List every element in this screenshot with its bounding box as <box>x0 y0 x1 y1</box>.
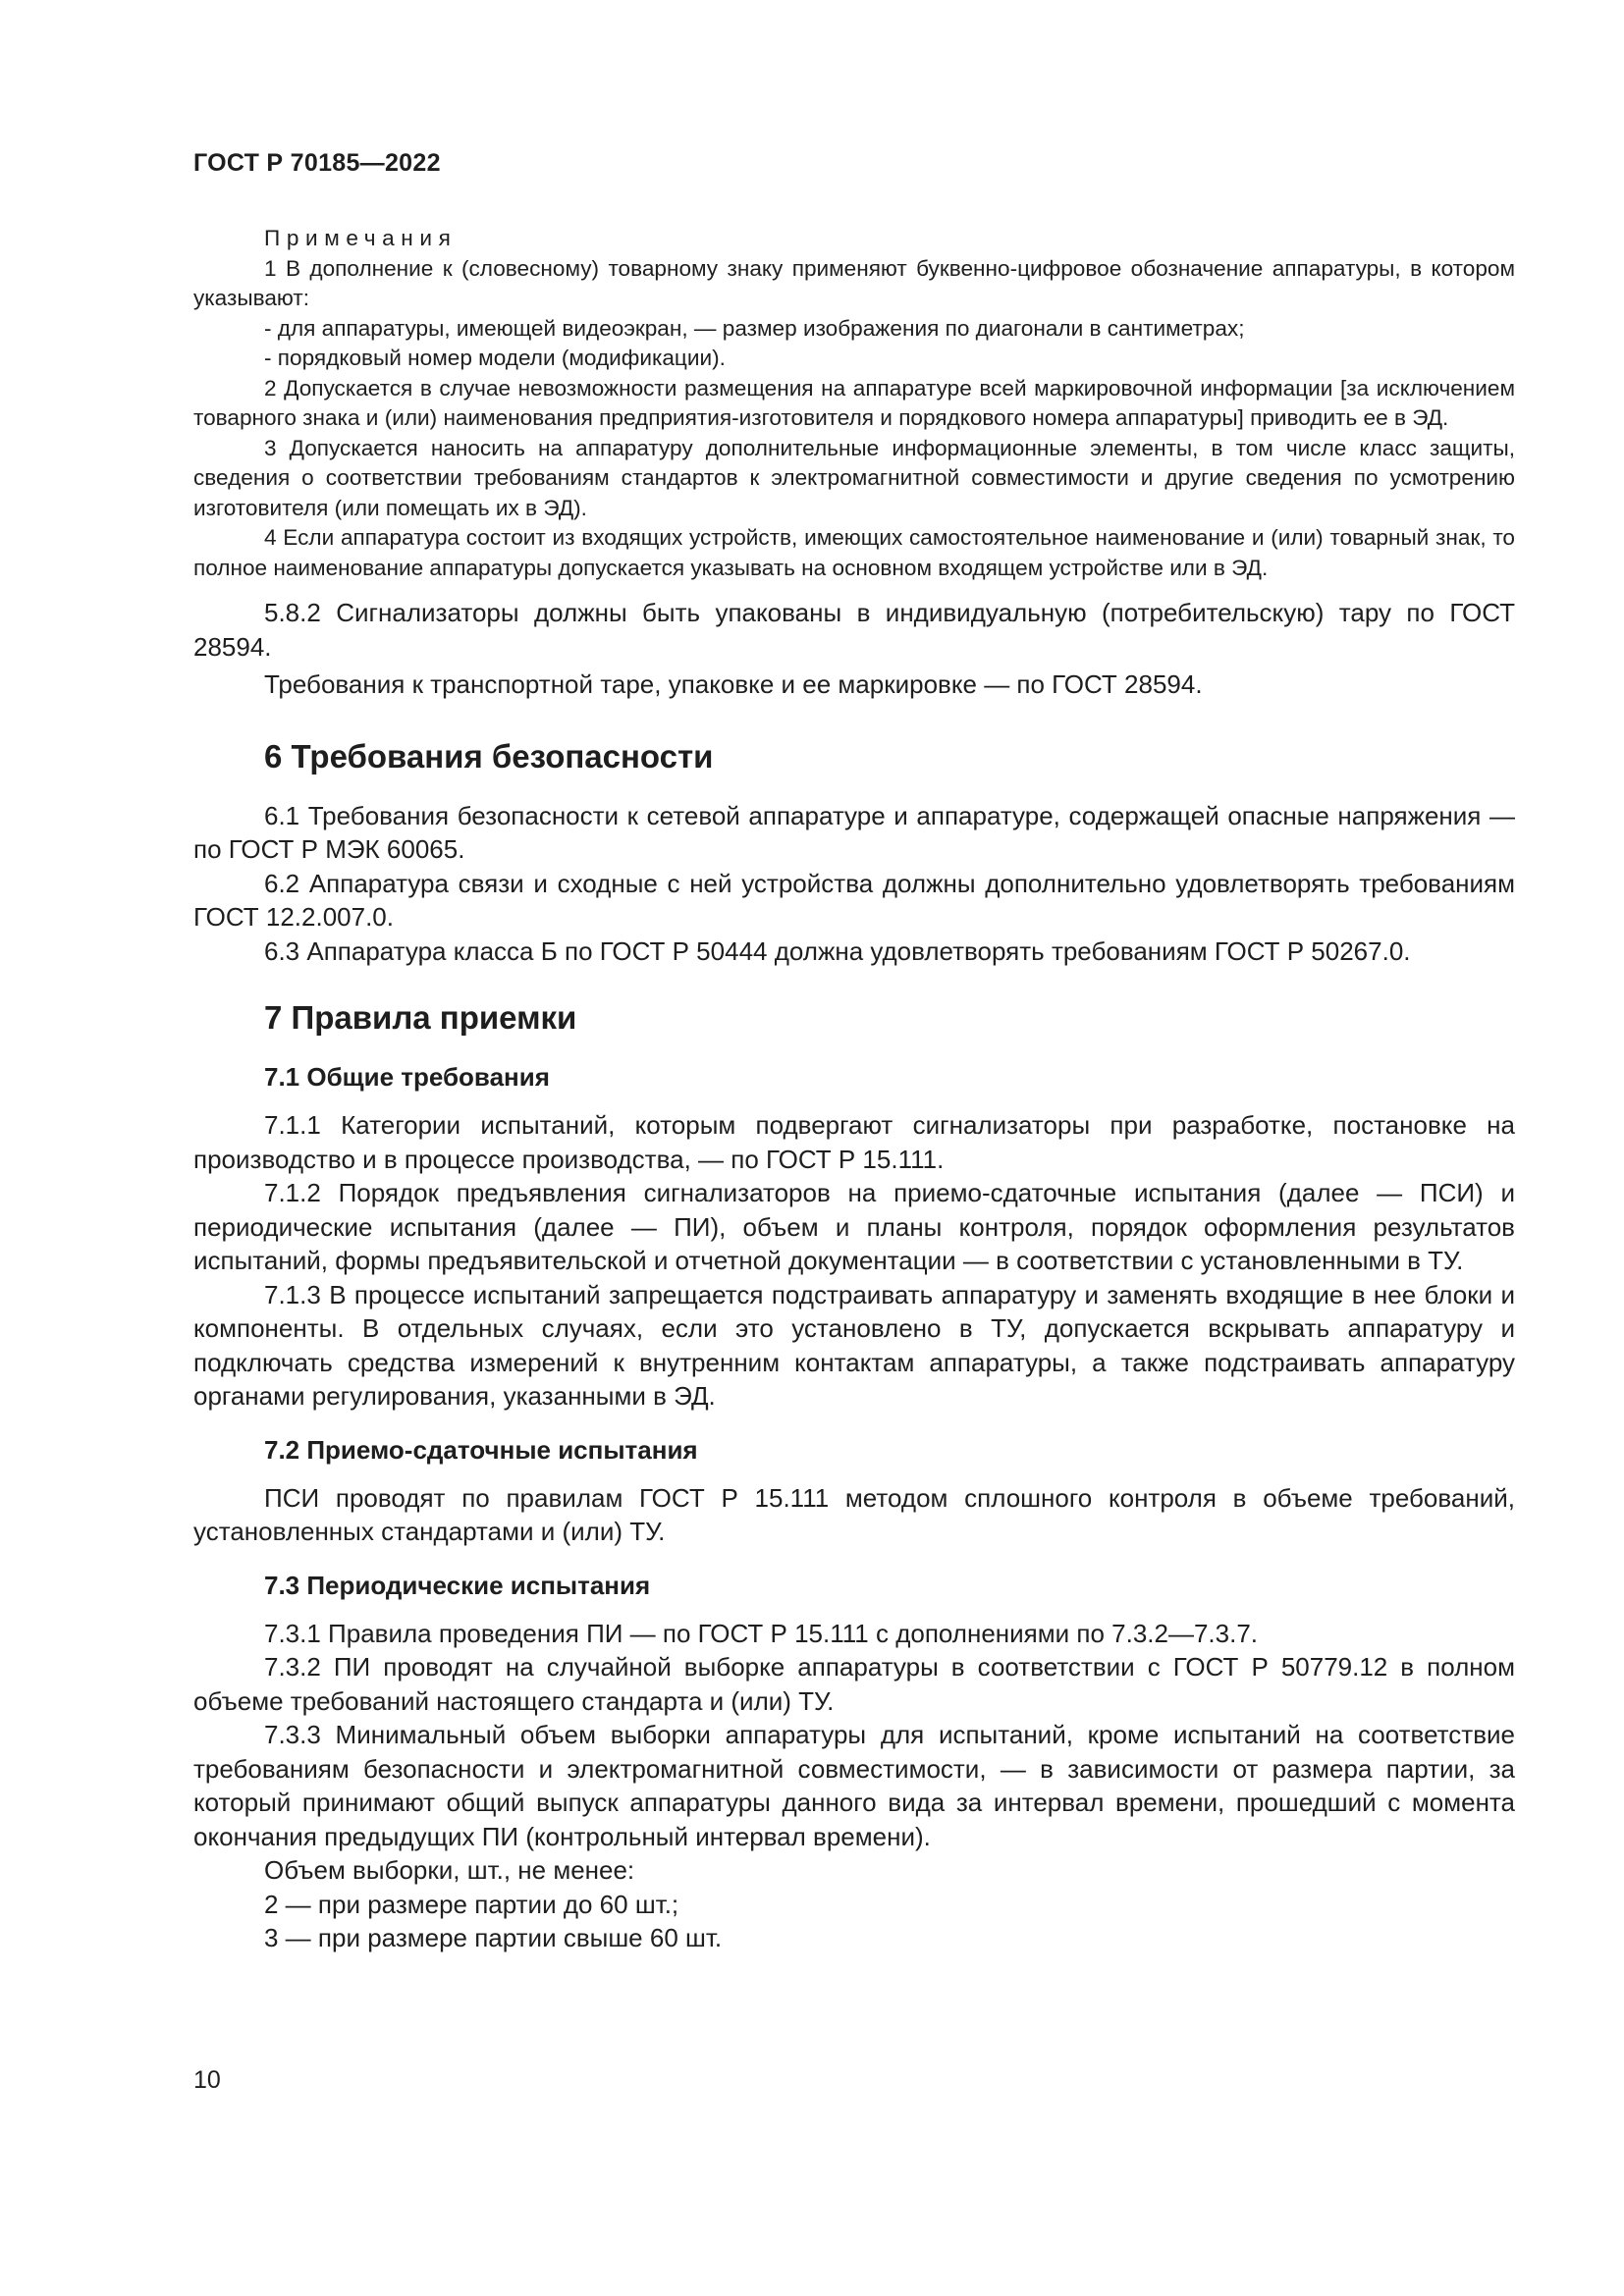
note-3: 3 Допускается наносить на аппаратуру дополнительные информационные элементы, в том числе класс защиты, сведения о соответствии требованиям стандартов к электромагнитной совместимости и другие сведения по усмотрению изготовителя (или помещать их в ЭД). <box>193 435 1515 520</box>
note-1-item-1: - для аппаратуры, имеющей видеоэкран, — размер изображения по диагонали в сантиметрах; <box>264 315 1245 341</box>
section-7-heading: 7 Правила приемки <box>264 999 577 1036</box>
notes-block <box>193 224 1515 583</box>
clause-5-8-2 <box>193 596 1515 702</box>
page-content <box>193 224 1515 1955</box>
notes-title: Примечания <box>264 226 458 250</box>
clause-7-2-text: ПСИ проводят по правилам ГОСТ Р 15.111 методом сплошного контроля в объеме требований, установленных стандартами и (или) ТУ. <box>193 1482 1515 1546</box>
sample-size-intro: Объем выборки, шт., не менее: <box>264 1855 635 1885</box>
subsection-7-3-heading: 7.3 Периодические испытания <box>264 1570 651 1600</box>
clause-7-1-1: 7.1.1 Категории испытаний, которым подвергают сигнализаторы при разработке, постановке на производство и в процессе производства, — по ГОСТ Р 15.111. <box>193 1110 1515 1174</box>
clause-7-3-3: 7.3.3 Минимальный объем выборки аппаратуры для испытаний, кроме испытаний на соответствие требованиям безопасности и электромагнитной совместимости, — в зависимости от размера партии, за который принимают общий выпуск аппаратуры данного вида за интервал времени, прошедший с момента окончания предыдущих ПИ (контрольный интервал времени). <box>193 1720 1515 1851</box>
subsection-7-2-heading: 7.2 Приемо-сдаточные испытания <box>264 1434 698 1465</box>
subsection-7-2-body <box>193 1481 1515 1549</box>
note-2: 2 Допускается в случае невозможности размещения на аппаратуре всей маркировочной информации [за исключением товарного знака и (или) наименования предприятия-изготовителя и порядкового номера аппаратуры] приводить ее в ЭД. <box>193 375 1515 430</box>
sample-size-item-1: 2 — при размере партии до 60 шт.; <box>264 1889 679 1919</box>
clause-6-3: 6.3 Аппаратура класса Б по ГОСТ Р 50444 должна удовлетворять требованиям ГОСТ Р 50267.0. <box>264 935 1411 966</box>
clause-5-8-2-paragraph: 5.8.2 Сигнализаторы должны быть упакованы в индивидуальную (потребительскую) тару по ГОСТ 28594. <box>193 598 1515 662</box>
sample-size-item-2: 3 — при размере партии свыше 60 шт. <box>264 1923 723 1952</box>
clause-7-3-2: 7.3.2 ПИ проводят на случайной выборке аппаратуры в соответствии с ГОСТ Р 50779.12 в полном объеме требований настоящего стандарта и (или) ТУ. <box>193 1652 1515 1716</box>
section-6-body <box>193 799 1515 969</box>
subsection-7-3-body <box>193 1617 1515 1955</box>
clause-7-1-2: 7.1.2 Порядок предъявления сигнализаторов на приемо-сдаточные испытания (далее — ПСИ) и периодические испытания (далее — ПИ), объем и планы контроля, порядок оформления результатов испытаний, формы предъявительской и отчетной документации — в соответствии с установленными в ТУ. <box>193 1178 1515 1275</box>
clause-7-3-1: 7.3.1 Правила проведения ПИ — по ГОСТ Р 15.111 с дополнениями по 7.3.2—7.3.7. <box>264 1618 1259 1648</box>
clause-5-8-2-transport: Требования к транспортной таре, упаковке и ее маркировке — по ГОСТ 28594. <box>264 669 1203 699</box>
subsection-7-1-body <box>193 1108 1515 1414</box>
section-6-heading: 6 Требования безопасности <box>264 737 714 774</box>
subsection-7-1-heading: 7.1 Общие требования <box>264 1062 550 1092</box>
page-number: 10 <box>193 2066 221 2094</box>
clause-6-2: 6.2 Аппаратура связи и сходные с ней устройства должны дополнительно удовлетворять требованиям ГОСТ 12.2.007.0. <box>193 868 1515 932</box>
clause-6-1: 6.1 Требования безопасности к сетевой аппаратуре и аппаратуре, содержащей опасные напряжения — по ГОСТ Р МЭК 60065. <box>193 800 1515 864</box>
clause-7-1-3: 7.1.3 В процессе испытаний запрещается подстраивать аппаратуру и заменять входящие в нее блоки и компоненты. В отдельных случаях, если это установлено в ТУ, допускается вскрывать аппаратуру и подключать средства измерений к внутренним контактам аппаратуры, а также подстраивать аппаратуру органами регулирования, указанными в ЭД. <box>193 1279 1515 1411</box>
note-4: 4 Если аппаратура состоит из входящих устройств, имеющих самостоятельное наименование и (или) товарный знак, то полное наименование аппаратуры допускается указывать на основном входящем устройстве или в ЭД. <box>193 525 1515 580</box>
note-1: 1 В дополнение к (словесному) товарному знаку применяют буквенно-цифровое обозначение аппаратуры, в котором указывают: <box>193 255 1515 310</box>
document-code-header: ГОСТ Р 70185—2022 <box>193 149 441 177</box>
note-1-item-2: - порядковый номер модели (модификации). <box>264 346 726 370</box>
